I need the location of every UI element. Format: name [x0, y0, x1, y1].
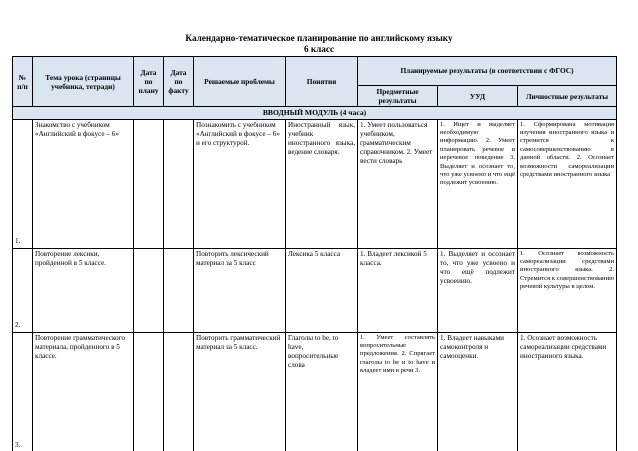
row-problems: Повторить грамматический материал за 5 класс. [194, 332, 286, 451]
row-concepts: Лексика 5 класса [286, 248, 358, 332]
row-subject-results: 1. Умеет пользоваться учебником, грамматическим справочником. 2. Умеет вести словарь [358, 119, 438, 248]
row-concepts: Глаголы to be, to have, вопросительные слова [286, 332, 358, 451]
header-problems: Решаемые проблемы [194, 57, 286, 107]
table-row [13, 332, 617, 451]
header-topic: Тема урока (страницы учебника, тетради) [33, 57, 134, 107]
module-title: ВВОДНЫЙ МОДУЛЬ (4 часа) [13, 107, 617, 119]
row-uud: 1. Выделяет и осознает то, что уже усвоено и что ещё подлежит усвоению. [438, 248, 518, 332]
row-date-fact [164, 119, 194, 248]
row-subject-results: 1. Умеет составлять вопросительные предложения. 2. Спрягает глаголы to be и to have и владеет ими в речи 3. [358, 332, 438, 451]
document-title [0, 33, 638, 55]
row-personal-results: 1. Осознает возможность самореализации средствами иностранного языка. 2. Стремится к совершенствованию речевой культуры в целом. [518, 248, 617, 332]
header-date-plan: Дата по плану [134, 57, 164, 107]
row-concepts: Иностранный язык, учебник иностранного языка, ведение словаря. [286, 119, 358, 248]
row-date-fact [164, 248, 194, 332]
row-num: 3. [13, 332, 33, 451]
row-date-plan [134, 332, 164, 451]
header-personal-results: Личностные результаты [518, 86, 617, 107]
row-personal-results: 1. Сформирована мотивация изучения иностранного языка и стремится к самосовершенствованию в данной области. 2. Осознает возможности самореализации средствами иностранного языка [518, 119, 617, 248]
header-planned-results: Планируемые результаты (в соответствии с ФГОС) [358, 57, 617, 86]
header-uud: УУД [438, 86, 518, 107]
title-line-2: 6 класс [303, 44, 335, 54]
table-row [13, 248, 617, 332]
row-date-plan [134, 119, 164, 248]
row-problems: Повторить лексический материал за 5 класс [194, 248, 286, 332]
row-uud: 1. Ищет и выделяет необходимую информацию. 2. Умеет планировать речевое и неречевое поведение 3. Выделяет и осознает то, что уже усвоено и что ещё подлежит усвоению. [438, 119, 518, 248]
row-num: 2. [13, 248, 33, 332]
row-subject-results: 1. Владеет лексикой 5 класса. [358, 248, 438, 332]
title-line-1: Календарно-тематическое планирование по английскому языку [185, 33, 453, 43]
header-num: № п/п [13, 57, 33, 107]
table-row [13, 119, 617, 248]
row-date-fact [164, 332, 194, 451]
header-concepts: Понятия [286, 57, 358, 107]
row-topic: Повторение лексики, пройденной в 5 классе. [33, 248, 134, 332]
row-num: 1. [13, 119, 33, 248]
row-problems: Познакомить с учебником «Английский в фокусе – 6» и его структурой. [194, 119, 286, 248]
header-date-fact: Дата по факту [164, 57, 194, 107]
header-subject-results: Предметные результаты [358, 86, 438, 107]
row-date-plan [134, 248, 164, 332]
row-personal-results: 1. Осознает возможность самореализации средствами иностранного языка. [518, 332, 617, 451]
row-topic: Повторение грамматического материала, пройденного в 5 классе. [33, 332, 134, 451]
planning-table [12, 56, 617, 451]
row-topic: Знакомство с учебником «Английский в фокусе – 6» [33, 119, 134, 248]
row-uud: 1. Владеет навыками самоконтроля и самооценки. [438, 332, 518, 451]
